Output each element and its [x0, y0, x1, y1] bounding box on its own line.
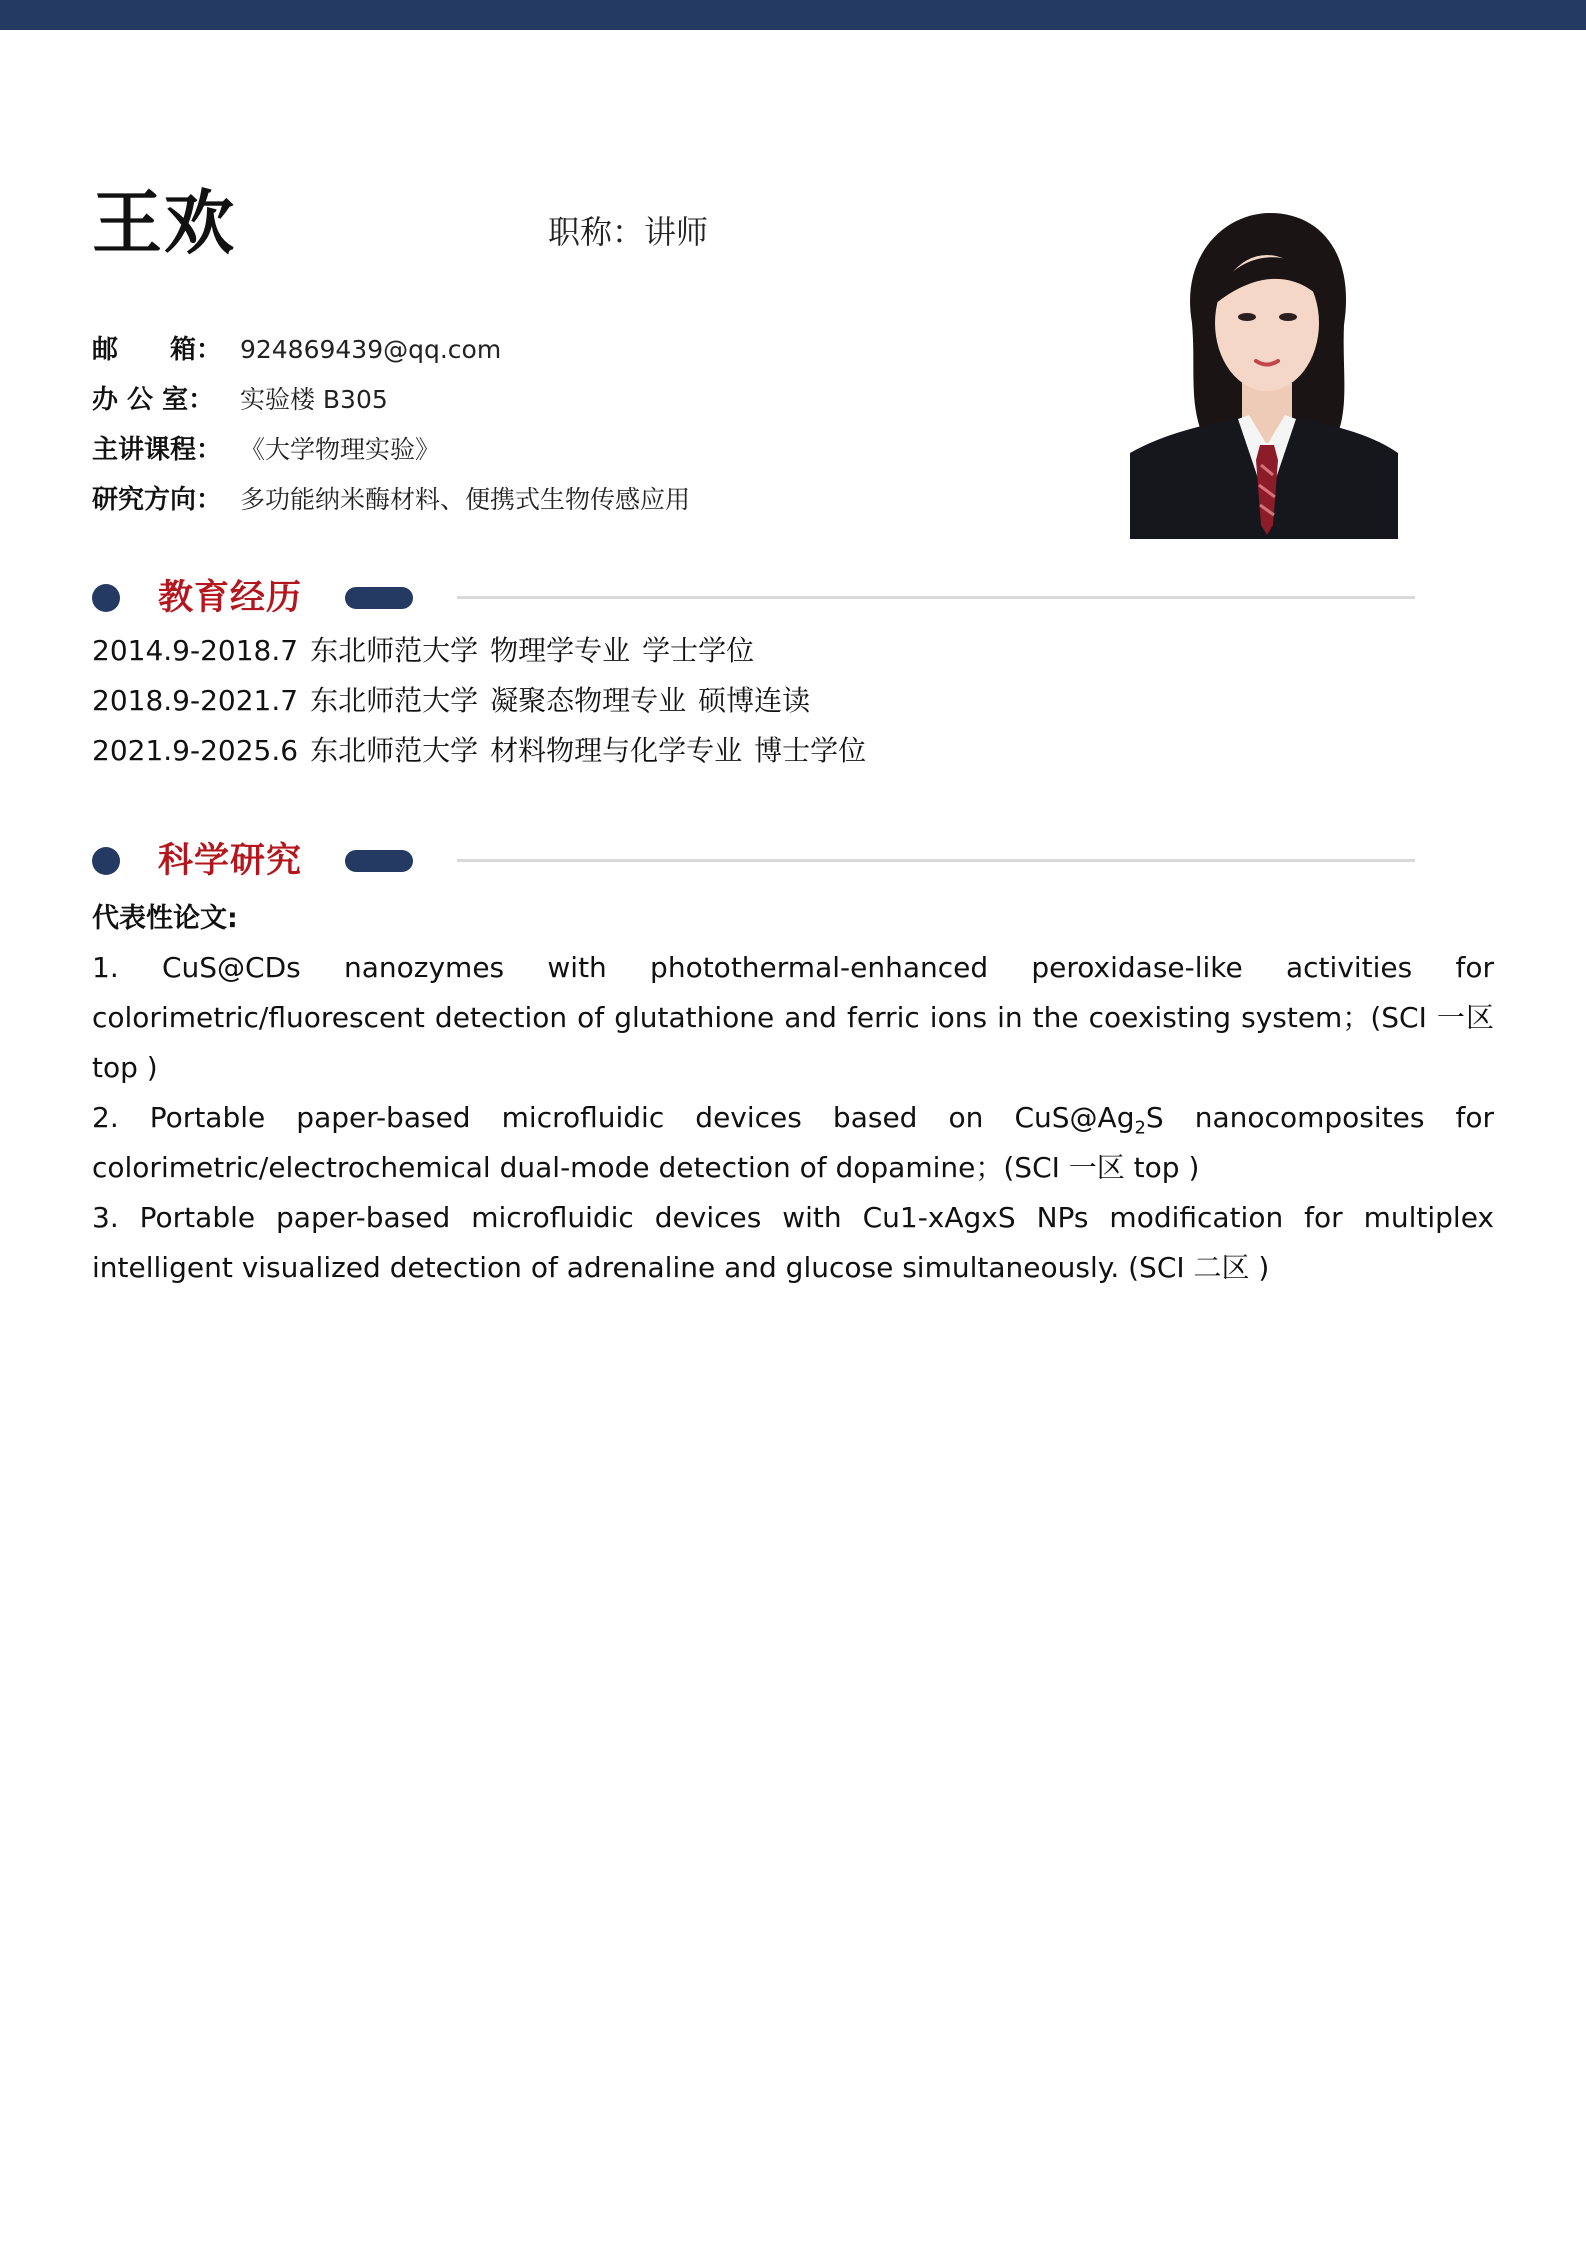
person-name: 王欢	[92, 182, 236, 264]
bullet-dot	[92, 584, 120, 612]
job-title	[548, 212, 708, 252]
publication-list	[92, 895, 1494, 1293]
education-list	[92, 627, 878, 777]
section-title: 教育经历	[158, 578, 303, 618]
section-divider	[457, 596, 1415, 599]
course-value: 《大学物理实验》	[239, 435, 440, 464]
publications-heading: 代表性论文:	[92, 903, 238, 934]
info-label: 研究方向：	[92, 485, 223, 515]
info-row-research	[92, 480, 1092, 530]
education-entry	[92, 727, 878, 777]
subscript: 2	[1134, 1117, 1146, 1139]
section-header-research	[92, 835, 1416, 885]
email-value: 924869439@qq.com	[239, 335, 502, 364]
edu-period: 2021.9-2025.6	[92, 734, 299, 767]
section-header-education	[92, 572, 1416, 622]
research-value: 多功能纳米酶材料、便携式生物传感应用	[239, 485, 690, 514]
job-title-label: 职称：	[548, 213, 645, 251]
job-title-value: 讲师	[644, 213, 709, 251]
section-title: 科学研究	[158, 841, 303, 881]
decorative-pill	[345, 850, 413, 872]
publication-item: 1. CuS@CDs nanozymes with photothermal-enhanced peroxidase-like activities for colorimetric/fluorescent detection of glutathione and ferric ions in the coexisting system；(SCI 一区 top )	[92, 951, 1494, 1084]
info-label: 办 公 室：	[92, 385, 215, 415]
edu-period: 2014.9-2018.7	[92, 634, 299, 667]
edu-school: 东北师范大学	[310, 634, 479, 667]
office-value: 实验楼 B305	[239, 385, 388, 414]
education-entry	[92, 627, 878, 677]
portrait-photo	[1130, 205, 1398, 539]
publication-text: 2. Portable paper-based microfluidic devices based on CuS@Ag	[92, 1101, 1135, 1134]
edu-degree: 硕博连读	[698, 684, 811, 717]
bullet-dot	[92, 847, 120, 875]
info-row-course	[92, 430, 1092, 480]
edu-school: 东北师范大学	[310, 684, 479, 717]
info-label: 主讲课程：	[92, 435, 223, 465]
edu-school: 东北师范大学	[310, 734, 479, 767]
edu-major: 凝聚态物理专业	[490, 684, 687, 717]
publication-item: 3. Portable paper-based microfluidic devices with Cu1-xAgxS NPs modification for multiplex intelligent visualized detection of adrenaline and glucose simultaneously. (SCI 二区 )	[92, 1201, 1494, 1284]
edu-period: 2018.9-2021.7	[92, 684, 299, 717]
info-label: 邮 箱：	[92, 335, 223, 365]
decorative-pill	[345, 587, 413, 609]
edu-major: 材料物理与化学专业	[490, 734, 743, 767]
edu-degree: 学士学位	[642, 634, 755, 667]
contact-info	[92, 330, 1092, 530]
edu-major: 物理学专业	[490, 634, 631, 667]
edu-degree: 博士学位	[754, 734, 867, 767]
info-row-office	[92, 380, 1092, 430]
section-divider	[457, 859, 1415, 862]
publication-text: S nanocomposites for colorimetric/electrochemical dual-mode detection of dopamine；(SCI 一区 top )	[92, 1101, 1494, 1184]
education-entry	[92, 677, 878, 727]
top-banner	[0, 0, 1586, 30]
publication-item	[92, 1093, 1494, 1193]
info-row-email	[92, 330, 1092, 380]
